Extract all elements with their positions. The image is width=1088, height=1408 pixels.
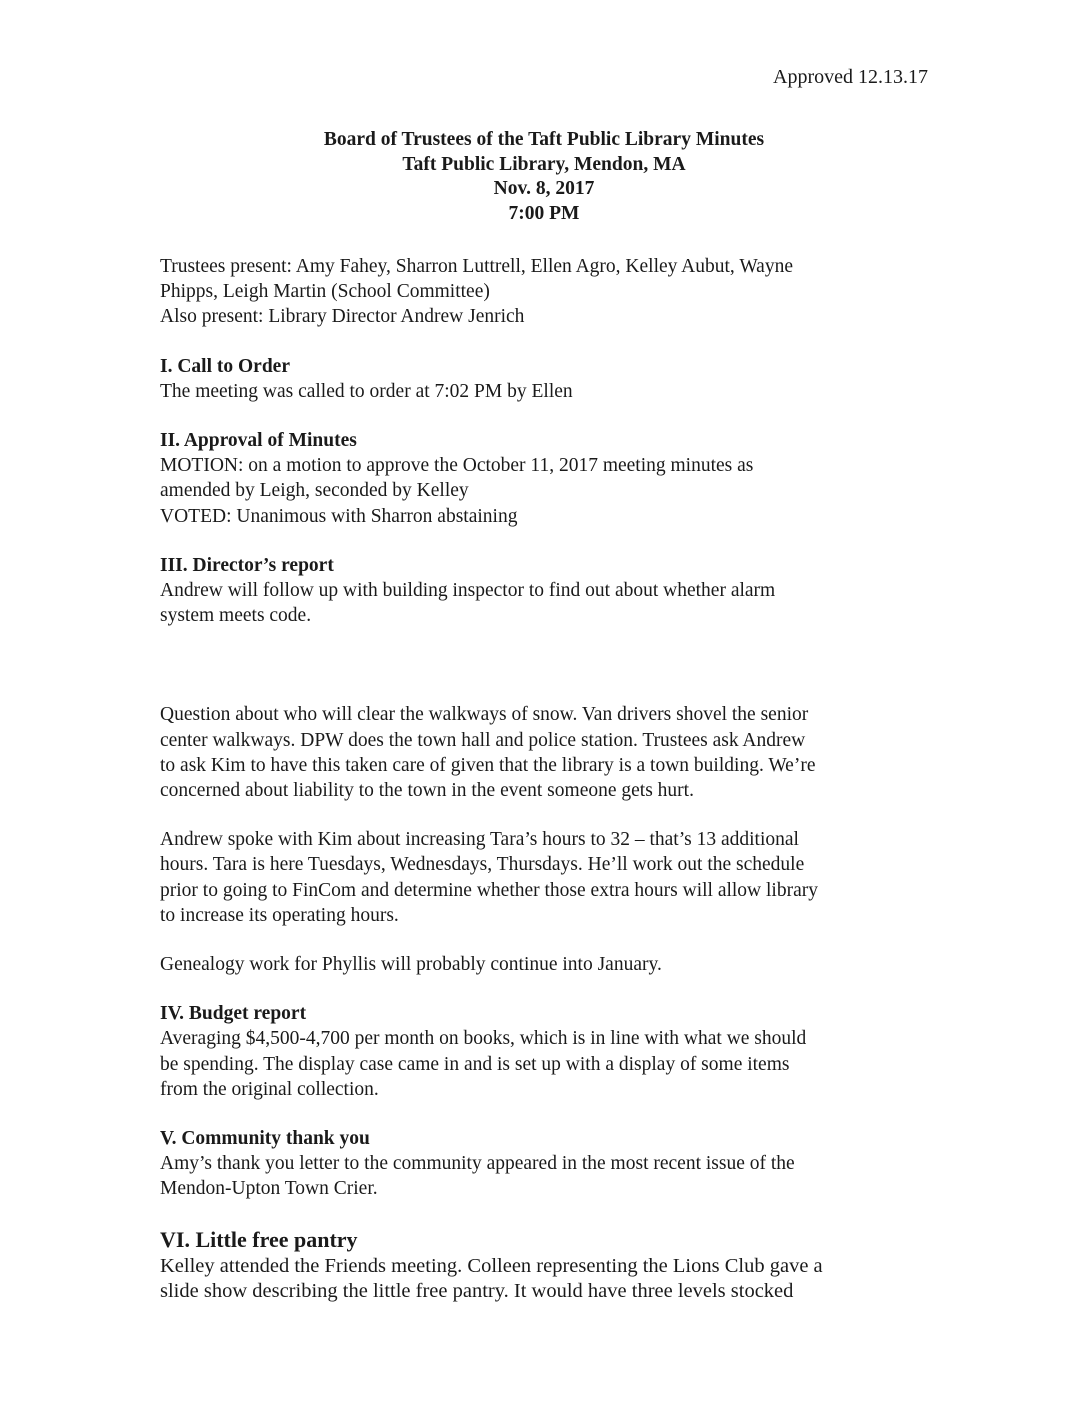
section-call-to-order (160, 354, 950, 404)
section-community-thank-you (160, 1126, 950, 1202)
text-line: from the original collection. (160, 1078, 379, 1100)
title-line: Taft Public Library, Mendon, MA (402, 153, 686, 175)
text-line: Phipps, Leigh Martin (School Committee) (160, 281, 490, 303)
text-line: to increase its operating hours. (160, 904, 399, 926)
title-line: Nov. 8, 2017 (493, 178, 595, 199)
text-line: hours. Tara is here Tuesdays, Wednesdays, Thursdays. He’ll work out the schedule (160, 854, 805, 876)
section-heading: III. Director’s report (160, 554, 334, 576)
section-heading: V. Community thank you (160, 1128, 370, 1150)
text-line: Amy’s thank you letter to the community appeared in the most recent issue of the (160, 1153, 795, 1175)
text-line: Kelley attended the Friends meeting. Colleen representing the Lions Club gave a (160, 1254, 823, 1277)
title-line: 7:00 PM (508, 202, 580, 224)
section-heading: II. Approval of Minutes (160, 430, 357, 452)
section-budget-report (160, 1001, 950, 1102)
text-line: The meeting was called to order at 7:02 PM by Ellen (160, 380, 573, 402)
section-little-free-pantry (160, 1226, 950, 1305)
text-line: Andrew spoke with Kim about increasing Tara’s hours to 32 – that’s 13 additional (160, 829, 799, 851)
text-line: amended by Leigh, seconded by Kelley (160, 480, 469, 502)
section-heading: IV. Budget report (160, 1003, 307, 1025)
section-heading: VI. Little free pantry (160, 1226, 358, 1252)
text-line: Andrew will follow up with building inspector to find out about whether alarm (160, 580, 776, 602)
text-line: Averaging $4,500-4,700 per month on books, which is in line with what we should (160, 1028, 807, 1050)
text-line: center walkways. DPW does the town hall and police station. Trustees ask Andrew (160, 729, 806, 751)
text-line: VOTED: Unanimous with Sharron abstaining (160, 505, 518, 527)
text-line: slide show describing the little free pantry. It would have three levels stocked (160, 1280, 794, 1303)
section-heading: I. Call to Order (160, 355, 290, 377)
document-title (0, 128, 1088, 226)
text-line: to ask Kim to have this taken care of given that the library is a town building. We’re (160, 754, 816, 776)
section-approval-of-minutes (160, 428, 950, 529)
text-line: Also present: Library Director Andrew Jenrich (160, 306, 525, 328)
text-line: system meets code. (160, 605, 312, 627)
text-line: Trustees present: Amy Fahey, Sharron Luttrell, Ellen Agro, Kelley Aubut, Wayne (160, 256, 793, 277)
text-line: prior to going to FinCom and determine whether those extra hours will allow library (160, 879, 818, 901)
section-directors-report (160, 553, 950, 977)
text-line: Mendon-Upton Town Crier. (160, 1178, 378, 1200)
text-line: Question about who will clear the walkways of snow. Van drivers shovel the senior (160, 704, 809, 726)
text-line: Genealogy work for Phyllis will probably continue into January. (160, 954, 662, 976)
title-line: Board of Trustees of the Taft Public Library Minutes (323, 129, 765, 150)
text-line: be spending. The display case came in and is set up with a display of some items (160, 1053, 790, 1075)
text-line: concerned about liability to the town in the event someone gets hurt. (160, 780, 694, 802)
text-line: MOTION: on a motion to approve the October 11, 2017 meeting minutes as (160, 455, 754, 477)
approval-stamp-text: Approved 12.13.17 (773, 66, 928, 88)
minutes-body (160, 254, 950, 1305)
attendance-paragraph (160, 254, 950, 330)
